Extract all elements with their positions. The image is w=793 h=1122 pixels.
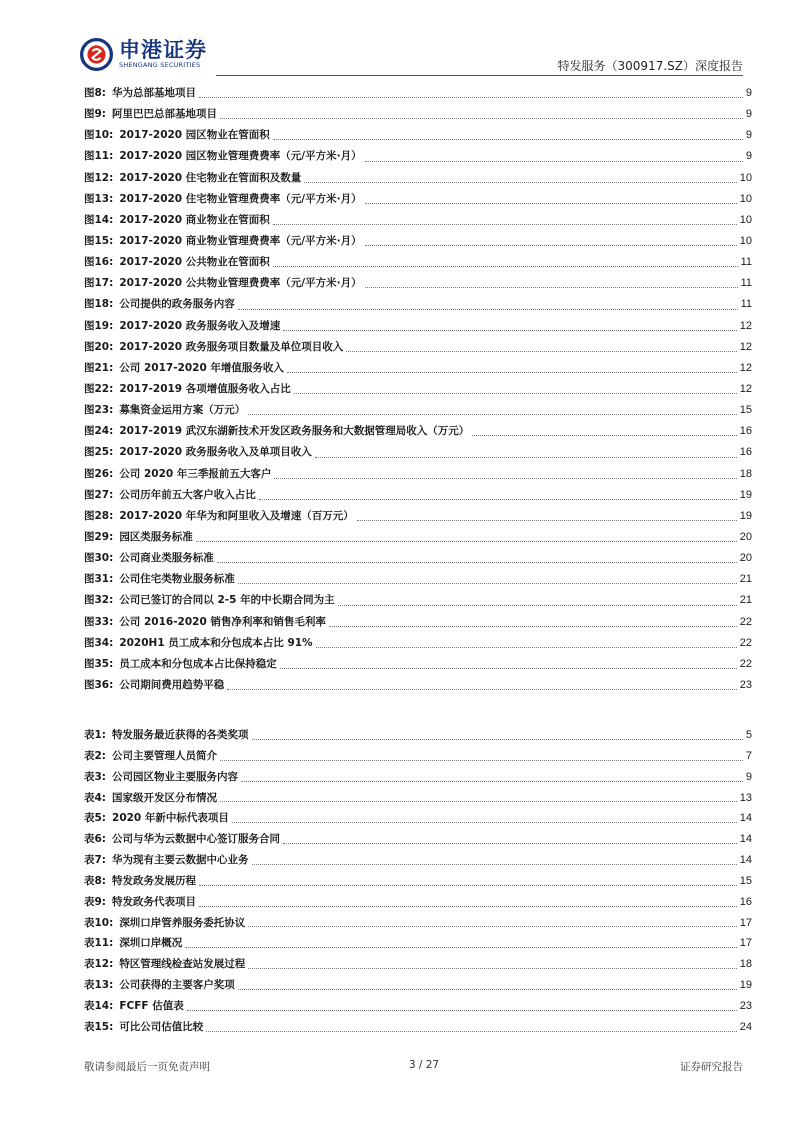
- table-entry[interactable]: [84, 892, 752, 913]
- entry-title: 公司园区物业主要服务内容: [112, 770, 239, 783]
- entry-title: 特发政务发展历程: [112, 874, 197, 887]
- table-entry[interactable]: [84, 808, 752, 829]
- entry-number: 表7:: [84, 854, 107, 867]
- figure-entry[interactable]: [84, 358, 752, 379]
- entry-number: 图10:: [84, 129, 114, 142]
- table-list: [84, 725, 752, 1038]
- entry-number: 图16:: [84, 256, 114, 269]
- entry-title: 2017-2020 住宅物业在管面积及数量: [119, 171, 302, 184]
- entry-title: 2020H1 员工成本和分包成本占比 91%: [119, 636, 313, 649]
- entry-page: 16: [739, 446, 752, 459]
- figure-entry[interactable]: [84, 654, 752, 675]
- figure-entry[interactable]: [84, 421, 752, 442]
- entry-page: 20: [739, 552, 752, 565]
- page-number: 3 / 27: [408, 1059, 440, 1071]
- dot-leader: [274, 477, 736, 479]
- dot-leader: [252, 738, 743, 740]
- entry-title: 公司 2020 年三季报前五大客户: [119, 467, 272, 480]
- figure-entry[interactable]: [84, 104, 752, 125]
- entry-title: 2017-2020 住宅物业管理费费率（元/平方米·月）: [119, 192, 362, 205]
- dot-leader: [280, 667, 737, 669]
- entry-number: 表14:: [84, 999, 114, 1012]
- table-entry[interactable]: [84, 871, 752, 892]
- figure-entry[interactable]: [84, 506, 752, 527]
- dot-leader: [365, 244, 737, 246]
- entry-title: 2017-2020 商业物业在管面积: [119, 213, 270, 226]
- figure-entry[interactable]: [84, 168, 752, 189]
- dot-leader: [248, 413, 736, 415]
- entry-page: 10: [739, 171, 752, 184]
- entry-number: 表3:: [84, 770, 107, 783]
- figure-entry[interactable]: [84, 294, 752, 315]
- entry-title: 公司 2016-2020 销售净利率和销售毛利率: [119, 615, 326, 628]
- entry-page: 9: [745, 770, 752, 783]
- entry-number: 图32:: [84, 594, 114, 607]
- entry-number: 图36:: [84, 678, 114, 691]
- entry-page: 14: [739, 812, 752, 825]
- entry-page: 19: [739, 509, 752, 522]
- dot-leader: [199, 884, 737, 886]
- entry-number: 表4:: [84, 791, 107, 804]
- entry-title: 2020 年新中标代表项目: [112, 812, 229, 825]
- figure-entry[interactable]: [84, 442, 752, 463]
- dot-leader: [252, 863, 737, 865]
- entry-page: 23: [739, 999, 752, 1012]
- entry-page: 9: [745, 150, 752, 163]
- entry-page: 20: [739, 530, 752, 543]
- entry-number: 图35:: [84, 657, 114, 670]
- entry-number: 图11:: [84, 150, 114, 163]
- entry-title: 国家级开发区分布情况: [112, 791, 218, 804]
- entry-page: 10: [739, 213, 752, 226]
- entry-title: 特发政务代表项目: [112, 895, 197, 908]
- figure-entry[interactable]: [84, 675, 752, 696]
- entry-page: 11: [740, 277, 752, 290]
- header-divider: [216, 75, 743, 76]
- entry-number: 图22:: [84, 382, 114, 395]
- dot-leader: [238, 308, 738, 310]
- entry-title: 公司提供的政务服务内容: [119, 298, 235, 311]
- dot-leader: [248, 967, 736, 969]
- figure-entry[interactable]: [84, 612, 752, 633]
- entry-number: 图18:: [84, 298, 114, 311]
- dot-leader: [365, 286, 738, 288]
- dot-leader: [196, 540, 737, 542]
- entry-title: 华为现有主要云数据中心业务: [112, 854, 249, 867]
- entry-title: 2017-2020 公共物业在管面积: [119, 256, 270, 269]
- table-entry[interactable]: [84, 829, 752, 850]
- entry-page: 22: [739, 615, 752, 628]
- dot-leader: [238, 582, 737, 584]
- entry-number: 图29:: [84, 530, 114, 543]
- entry-page: 12: [739, 382, 752, 395]
- entry-page: 15: [739, 874, 752, 887]
- dot-leader: [304, 181, 736, 183]
- entry-number: 表13:: [84, 979, 114, 992]
- entry-title: 公司已签订的合同以 2-5 年的中长期合同为主: [119, 594, 335, 607]
- entry-number: 表1:: [84, 729, 107, 741]
- entry-title: 2017-2020 政务服务收入及单项目收入: [119, 446, 312, 459]
- report-type: 证券研究报告: [680, 1061, 743, 1073]
- dot-leader: [238, 988, 737, 990]
- entry-page: 21: [739, 594, 752, 607]
- entry-page: 22: [739, 657, 752, 670]
- entry-page: 13: [739, 791, 752, 804]
- entry-page: 12: [739, 319, 752, 332]
- entry-page: 10: [739, 192, 752, 205]
- entry-page: 9: [745, 87, 752, 99]
- entry-title: 华为总部基地项目: [112, 87, 197, 99]
- entry-title: 2017-2020 政务服务项目数量及单位项目收入: [119, 340, 344, 353]
- dot-leader: [232, 821, 737, 823]
- dot-leader: [346, 350, 736, 352]
- entry-title: 2017-2020 公共物业管理费费率（元/平方米·月）: [119, 277, 362, 290]
- table-entry[interactable]: [84, 933, 752, 954]
- entry-number: 图23:: [84, 404, 114, 417]
- entry-number: 图14:: [84, 213, 114, 226]
- table-entry[interactable]: [84, 975, 752, 996]
- dot-leader: [365, 160, 743, 162]
- entry-number: 图8:: [84, 87, 107, 99]
- entry-page: 24: [739, 1020, 752, 1033]
- figure-entry[interactable]: [84, 400, 752, 421]
- entry-number: 表8:: [84, 874, 107, 887]
- entry-number: 图24:: [84, 425, 114, 438]
- entry-page: 17: [739, 937, 752, 950]
- entry-number: 表5:: [84, 812, 107, 825]
- dot-leader: [206, 1030, 736, 1032]
- report-title: 特发服务（300917.SZ）深度报告: [557, 59, 743, 73]
- table-entry[interactable]: [84, 725, 752, 746]
- dot-leader: [472, 434, 736, 436]
- figure-entry[interactable]: [84, 527, 752, 548]
- entry-page: 5: [745, 729, 752, 741]
- entry-title: 募集资金运用方案（万元）: [119, 404, 246, 417]
- figure-entry[interactable]: [84, 231, 752, 252]
- figure-entry[interactable]: [84, 590, 752, 611]
- entry-page: 18: [739, 467, 752, 480]
- dot-leader: [315, 456, 737, 458]
- entry-number: 图19:: [84, 319, 114, 332]
- entry-title: 公司期间费用趋势平稳: [119, 678, 225, 691]
- entry-page: 12: [739, 340, 752, 353]
- entry-title: 2017-2020 商业物业管理费费率（元/平方米·月）: [119, 234, 362, 247]
- dot-leader: [329, 625, 737, 627]
- entry-number: 图27:: [84, 488, 114, 501]
- entry-title: 特区管理线检查站发展过程: [119, 958, 246, 971]
- dot-leader: [220, 117, 743, 119]
- table-entry[interactable]: [84, 1017, 752, 1038]
- entry-number: 图34:: [84, 636, 114, 649]
- entry-title: 员工成本和分包成本占比保持稳定: [119, 657, 277, 670]
- dot-leader: [187, 1009, 737, 1011]
- entry-number: 图12:: [84, 171, 114, 184]
- dot-leader: [316, 646, 737, 648]
- entry-page: 19: [739, 488, 752, 501]
- entry-page: 16: [739, 425, 752, 438]
- entry-title: 阿里巴巴总部基地项目: [112, 108, 218, 121]
- entry-page: 9: [745, 129, 752, 142]
- entry-number: 图15:: [84, 234, 114, 247]
- entry-number: 图17:: [84, 277, 114, 290]
- table-entry[interactable]: [84, 913, 752, 934]
- entry-number: 表12:: [84, 958, 114, 971]
- entry-page: 14: [739, 854, 752, 867]
- entry-title: 可比公司估值比较: [119, 1020, 204, 1033]
- entry-page: 9: [745, 108, 752, 121]
- figure-entry[interactable]: [84, 379, 752, 400]
- figure-list: [84, 83, 752, 696]
- shengang-logo-icon: [80, 38, 113, 71]
- dot-leader: [273, 265, 738, 267]
- entry-page: 7: [745, 749, 752, 762]
- figure-entry[interactable]: [84, 83, 752, 104]
- entry-number: 图9:: [84, 108, 107, 121]
- entry-page: 11: [740, 298, 752, 311]
- entry-number: 表11:: [84, 937, 114, 950]
- entry-number: 表6:: [84, 833, 107, 846]
- entry-page: 10: [739, 234, 752, 247]
- entry-title: 深圳口岸管养服务委托协议: [119, 916, 246, 929]
- dot-leader: [273, 138, 743, 140]
- dot-leader: [357, 519, 737, 521]
- figure-entry[interactable]: [84, 125, 752, 146]
- table-entry[interactable]: [84, 767, 752, 788]
- table-entry[interactable]: [84, 850, 752, 871]
- entry-number: 表9:: [84, 895, 107, 908]
- entry-number: 图26:: [84, 467, 114, 480]
- entry-page: 16: [739, 895, 752, 908]
- table-entry[interactable]: [84, 954, 752, 975]
- entry-title: 2017-2020 园区物业管理费费率（元/平方米·月）: [119, 150, 362, 163]
- entry-title: 深圳口岸概况: [119, 937, 183, 950]
- entry-title: 2017-2020 园区物业在管面积: [119, 129, 270, 142]
- disclaimer-note: 敬请参阅最后一页免责声明: [84, 1061, 210, 1073]
- dot-leader: [199, 96, 743, 98]
- entry-title: 2017-2020 年华为和阿里收入及增速（百万元）: [119, 509, 354, 522]
- figure-entry[interactable]: [84, 633, 752, 654]
- dot-leader: [365, 202, 737, 204]
- figure-entry[interactable]: [84, 210, 752, 231]
- entry-title: FCFF 估值表: [119, 999, 184, 1012]
- entry-page: 23: [739, 678, 752, 691]
- dot-leader: [283, 329, 736, 331]
- entry-page: 19: [739, 979, 752, 992]
- entry-title: 2017-2019 武汉东湖新技术开发区政务服务和大数据管理局收入（万元）: [119, 425, 470, 438]
- entry-number: 表2:: [84, 749, 107, 762]
- entry-page: 22: [739, 636, 752, 649]
- entry-title: 园区类服务标准: [119, 530, 193, 543]
- entry-title: 公司商业类服务标准: [119, 552, 214, 565]
- figure-entry[interactable]: [84, 485, 752, 506]
- dot-leader: [259, 498, 737, 500]
- entry-number: 图31:: [84, 573, 114, 586]
- entry-title: 公司与华为云数据中心签订服务合同: [112, 833, 281, 846]
- figure-entry[interactable]: [84, 146, 752, 167]
- entry-page: 18: [739, 958, 752, 971]
- figure-entry[interactable]: [84, 337, 752, 358]
- table-entry[interactable]: [84, 788, 752, 809]
- table-entry[interactable]: [84, 746, 752, 767]
- dot-leader: [273, 223, 737, 225]
- dot-leader: [248, 925, 736, 927]
- entry-number: 图33:: [84, 615, 114, 628]
- table-entry[interactable]: [84, 996, 752, 1017]
- entry-page: 15: [739, 404, 752, 417]
- entry-number: 图30:: [84, 552, 114, 565]
- entry-number: 图13:: [84, 192, 114, 205]
- entry-title: 公司主要管理人员简介: [112, 749, 218, 762]
- figure-entry[interactable]: [84, 316, 752, 337]
- entry-title: 公司历年前五大客户收入占比: [119, 488, 256, 501]
- dot-leader: [220, 759, 743, 761]
- figure-entry[interactable]: [84, 252, 752, 273]
- company-logo: [80, 38, 207, 71]
- dot-leader: [227, 688, 736, 690]
- entry-number: 图25:: [84, 446, 114, 459]
- dot-leader: [220, 800, 737, 802]
- entry-title: 2017-2020 政务服务收入及增速: [119, 319, 281, 332]
- entry-title: 2017-2019 各项增值服务收入占比: [119, 382, 291, 395]
- dot-leader: [338, 604, 737, 606]
- entry-title: 特发服务最近获得的各类奖项: [112, 729, 249, 741]
- entry-title: 公司 2017-2020 年增值服务收入: [119, 361, 284, 374]
- figure-entry[interactable]: [84, 569, 752, 590]
- figure-entry[interactable]: [84, 189, 752, 210]
- dot-leader: [241, 780, 743, 782]
- entry-title: 公司住宅类物业服务标准: [119, 573, 235, 586]
- dot-leader: [185, 946, 736, 948]
- entry-page: 12: [739, 361, 752, 374]
- logo-chinese-name: 申港证券: [119, 38, 207, 62]
- entry-number: 表10:: [84, 916, 114, 929]
- entry-page: 11: [740, 256, 752, 269]
- entry-number: 表15:: [84, 1020, 114, 1033]
- entry-number: 图28:: [84, 509, 114, 522]
- entry-page: 14: [739, 833, 752, 846]
- figure-entry[interactable]: [84, 273, 752, 294]
- dot-leader: [287, 371, 737, 373]
- entry-title: 公司获得的主要客户奖项: [119, 979, 235, 992]
- entry-number: 图21:: [84, 361, 114, 374]
- dot-leader: [217, 561, 737, 563]
- page-header: [0, 0, 793, 80]
- dot-leader: [283, 842, 737, 844]
- dot-leader: [294, 392, 737, 394]
- entry-page: 17: [739, 916, 752, 929]
- figure-entry[interactable]: [84, 548, 752, 569]
- dot-leader: [199, 905, 737, 907]
- logo-english-name: SHENGANG SECURITIES: [119, 61, 201, 69]
- figure-entry[interactable]: [84, 464, 752, 485]
- entry-page: 21: [739, 573, 752, 586]
- entry-number: 图20:: [84, 340, 114, 353]
